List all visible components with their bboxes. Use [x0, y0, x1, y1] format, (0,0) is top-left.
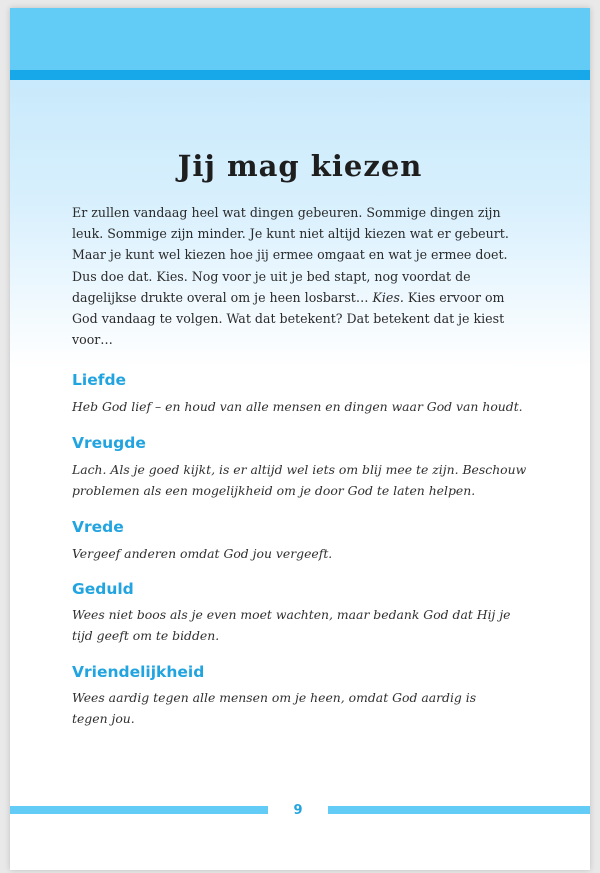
- section-text-vreugde: Lach. Als je goed kijkt, is er altijd wel iets om blij mee te zijn. Beschouw problemen als een mogelijkheid om je door God te laten helpen.: [72, 462, 527, 498]
- page-number: 9: [293, 803, 303, 818]
- section-title-vrede: Vrede: [72, 518, 124, 536]
- header-band: [10, 8, 590, 70]
- page-title: Jij mag kiezen: [177, 149, 423, 184]
- intro-text-part1: Er zullen vandaag heel wat dingen gebeuren. Sommige dingen zijn leuk. Sommige zijn minder. Je kunt niet altijd kiezen wat er gebeurt. Maar je kunt wel kiezen hoe jij ermee omgaat en wat je ermee doet. Dus doe dat. Kies. Nog voor je uit je bed stapt, nog voordat de dagelijkse drukte overal om je heen losbarst…: [72, 205, 509, 305]
- section-text-liefde: Heb God lief – en houd van alle mensen en dingen waar God van houdt.: [72, 399, 523, 414]
- section-title-vreugde: Vreugde: [72, 434, 146, 452]
- intro-text-part2: Kies ervoor om God vandaag te volgen. Wat dat betekent? Dat betekent dat je kiest voor…: [72, 289, 505, 348]
- section-text-vrede: Vergeef anderen omdat God jou vergeeft.: [72, 546, 333, 561]
- section-title-geduld: Geduld: [72, 580, 134, 598]
- footer-line-left: [10, 806, 268, 814]
- footer-line-right: [328, 806, 590, 814]
- section-text-geduld: Wees niet boos als je even moet wachten, maar bedank God dat Hij je tijd geeft om te bidden.: [72, 607, 511, 643]
- book-page: [10, 8, 590, 870]
- intro-emphasis: Kies.: [372, 289, 404, 305]
- section-title-vriendelijkheid: Vriendelijkheid: [72, 663, 205, 681]
- intro-paragraph: [72, 202, 522, 350]
- section-text-vriendelijkheid: Wees aardig tegen alle mensen om je heen, omdat God aardig is tegen jou.: [72, 690, 477, 726]
- header-stripe: [10, 70, 590, 80]
- section-title-liefde: Liefde: [72, 371, 127, 389]
